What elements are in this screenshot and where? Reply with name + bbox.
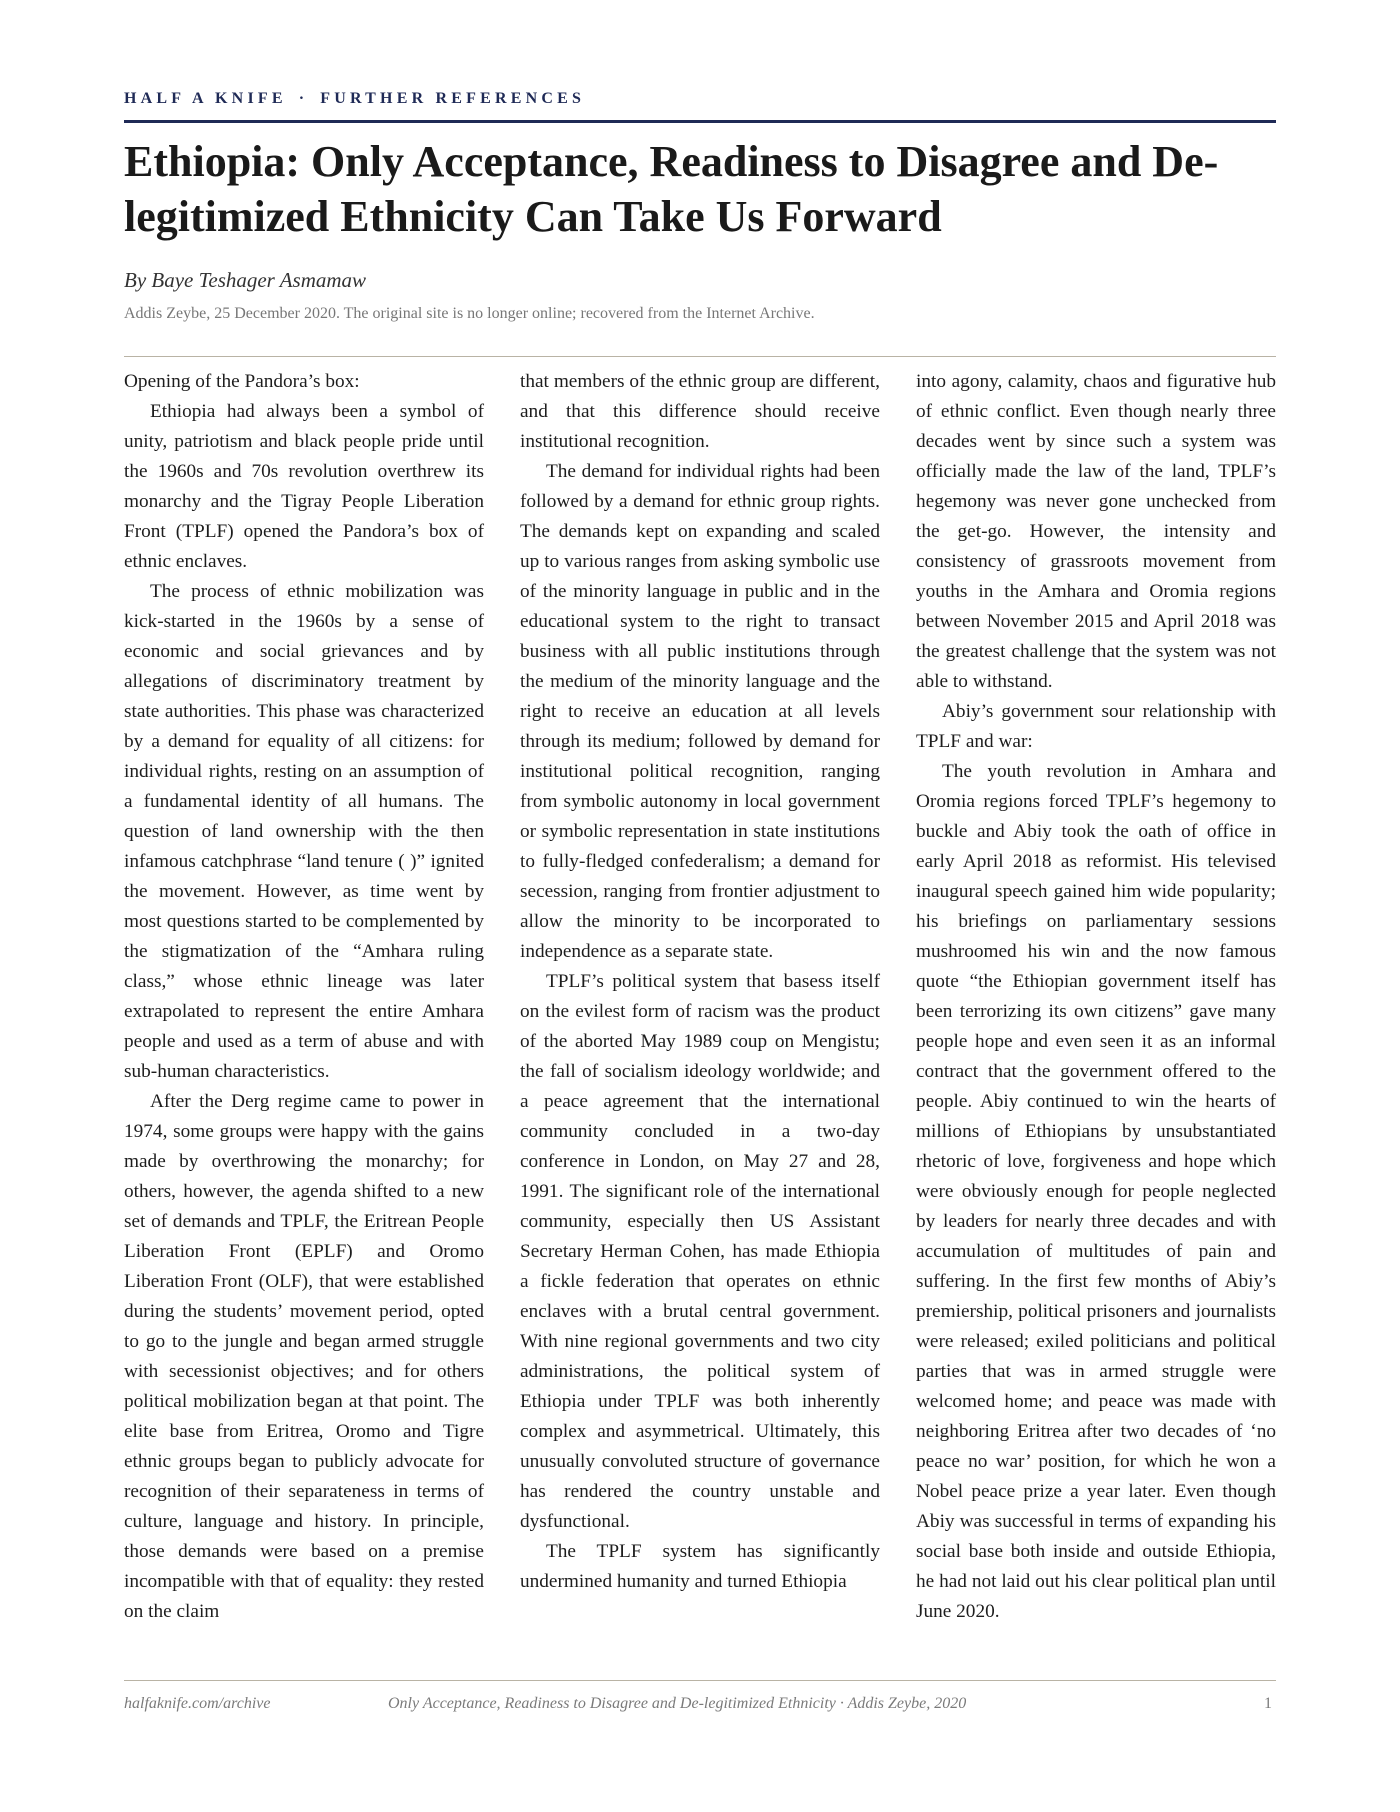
section-heading: Opening of the Pandora’s box:	[124, 371, 360, 392]
body-paragraph: TPLF’s political system that basess itself on the evilest form of racism was the product of the aborted May 1989 coup on Mengistu; the fall of socialism ideology worldwide; and a peace agreement that the international community concluded in a two-day conference in London, on May 27 and 28, 1991. The significant role of the international community, especially then US Assistant Secretary Herman Cohen, has made Ethiopia a fickle federation that operates on ethnic enclaves with a brutal central government. With nine regional governments and two city administrations, the political system of Ethiopia under TPLF was both inherently complex and asymmetrical. Ultimately, this unusually convoluted structure of governance has rendered the country unstable and dysfunctional.	[520, 971, 880, 1532]
text-column-2	[520, 367, 880, 1597]
publication-name: HALF A KNIFE	[124, 90, 287, 107]
section-heading: Abiy’s government sour relationship with TPLF and war:	[916, 701, 1276, 752]
kicker-separator: ·	[298, 90, 309, 107]
footer-site-link[interactable]: halfaknife.com/archive	[124, 1695, 271, 1712]
text-column-3	[916, 367, 1276, 1627]
body-paragraph-continued: that members of the ethnic group are different, and that this difference should receive institutional recognition.	[520, 371, 880, 452]
header-kicker	[124, 90, 585, 108]
source-note: Addis Zeybe, 25 December 2020. The original site is no longer online; recovered from the Internet Archive.	[124, 305, 815, 322]
article-byline: By Baye Teshager Asmamaw	[124, 268, 367, 292]
text-column-1	[124, 367, 484, 1627]
body-paragraph: The TPLF system has significantly undermined humanity and turned Ethiopia	[520, 1541, 880, 1592]
footer-rule	[124, 1680, 1276, 1681]
footer-running-title: Only Acceptance, Readiness to Disagree and De-legitimized Ethnicity · Addis Zeybe, 2020	[388, 1695, 967, 1712]
header-rule	[124, 120, 1276, 123]
body-paragraph: The youth revolution in Amhara and Oromia regions forced TPLF’s hegemony to buckle and Abiy took the oath of office in early April 2018 as reformist. His televised inaugural speech gained him wide popularity; his briefings on parliamentary sessions mushroomed his win and the now famous quote “the Ethiopian government itself has been terrorizing its own citizens” gave many people hope and even seen it as an informal contract that the government offered to the people. Abiy continued to win the hearts of millions of Ethiopians by unsubstantiated rhetoric of love, forgiveness and hope which were obviously enough for people neglected by leaders for nearly three decades and with accumulation of multitudes of pain and suffering. In the first few months of Abiy’s premiership, political prisoners and journalists were released; exiled politicians and political parties that was in armed struggle were welcomed home; and peace was made with neighboring Eritrea after two decades of ‘no peace no war’ position, for which he won a Nobel peace prize a year later. Even though Abiy was successful in terms of expanding his social base both inside and outside Ethiopia, he had not laid out his clear political plan until June 2020.	[916, 761, 1276, 1622]
body-paragraph: The demand for individual rights had been followed by a demand for ethnic group rights. The demands kept on expanding and scaled up to various ranges from asking symbolic use of the minority language in public and in the educational system to the right to transact business with all public institutions through the medium of the minority language and the right to receive an education at all levels through its medium; followed by demand for institutional political recognition, ranging from symbolic autonomy in local government or symbolic representation in state institutions to fully-fledged confederalism; a demand for secession, ranging from frontier adjustment to allow the minority to be incorporated to independence as a separate state.	[520, 461, 880, 962]
section-name: FURTHER REFERENCES	[320, 90, 586, 107]
page-number: 1	[1264, 1695, 1272, 1712]
body-paragraph-continued: into agony, calamity, chaos and figurative hub of ethnic conflict. Even though nearly three decades went by since such a system was officially made the law of the land, TPLF’s hegemony was never gone unchecked from the get-go. However, the intensity and consistency of grassroots movement from youths in the Amhara and Oromia regions between November 2015 and April 2018 was the greatest challenge that the system was not able to withstand.	[916, 371, 1276, 692]
title-divider	[124, 356, 1276, 357]
article-title: Ethiopia: Only Acceptance, Readiness to Disagree and De-legitimized Ethnicity Can Take Us Forward	[124, 137, 1219, 241]
body-paragraph: After the Derg regime came to power in 1974, some groups were happy with the gains made by overthrowing the monarchy; for others, however, the agenda shifted to a new set of demands and TPLF, the Eritrean People Liberation Front (EPLF) and Oromo Liberation Front (OLF), that were established during the students’ movement period, opted to go to the jungle and began armed struggle with secessionist objectives; and for others political mobilization began at that point. The elite base from Eritrea, Oromo and Tigre ethnic groups began to publicly advocate for recognition of their separateness in terms of culture, language and history. In principle, those demands were based on a premise incompatible with that of equality: they rested on the claim	[124, 1091, 484, 1622]
body-paragraph: Ethiopia had always been a symbol of unity, patriotism and black people pride until the 1960s and 70s revolution overthrew its monarchy and the Tigray People Liberation Front (TPLF) opened the Pandora’s box of ethnic enclaves.	[124, 401, 484, 572]
body-paragraph: The process of ethnic mobilization was kick-started in the 1960s by a sense of economic and social grievances and by allegations of discriminatory treatment by state authorities. This phase was characterized by a demand for equality of all citizens: for individual rights, resting on an assumption of a fundamental identity of all humans. The question of land ownership with the then infamous catchphrase “land tenure ( )” ignited the movement. However, as time went by most questions started to be complemented by the stigmatization of the “Amhara ruling class,” whose ethnic lineage was later extrapolated to represent the entire Amhara people and used as a term of abuse and with sub-human characteristics.	[124, 581, 484, 1082]
